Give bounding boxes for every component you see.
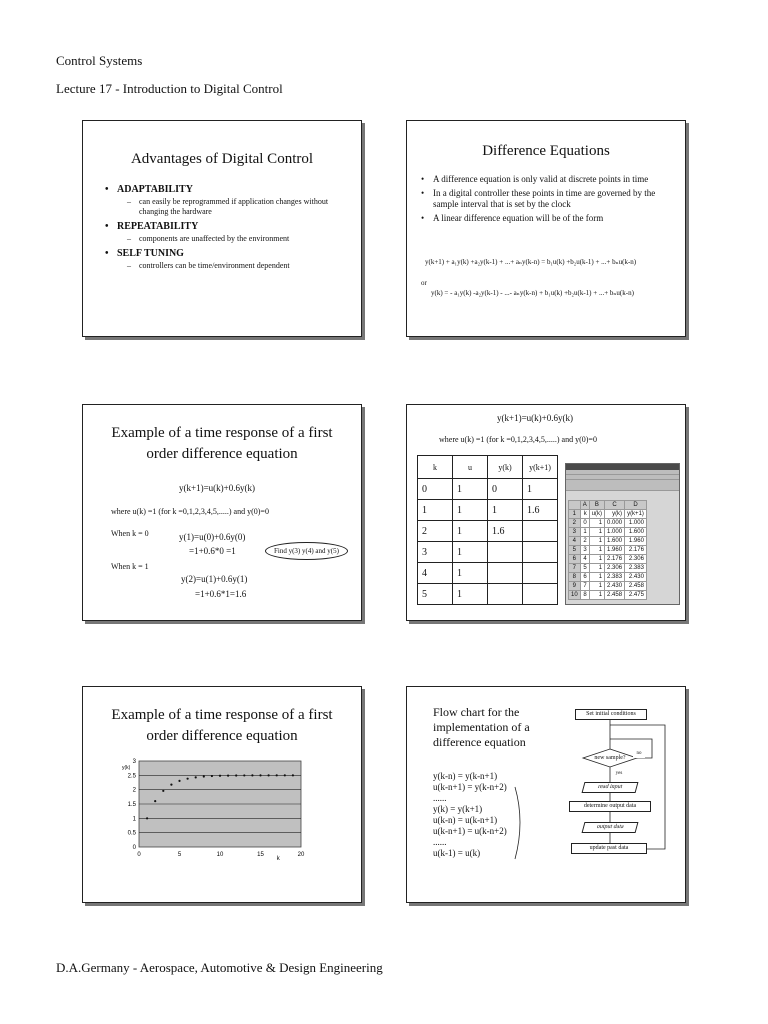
line: u(k-n+1) = u(k-n+2) <box>433 826 507 836</box>
table-cell <box>523 584 558 605</box>
y-tick-label: 1.5 <box>127 802 136 808</box>
excel-col-header <box>569 501 581 510</box>
data-point <box>195 776 197 778</box>
line: y(k) = y(k+1) <box>433 804 483 814</box>
data-point <box>178 780 180 782</box>
excel-cell: u(k) <box>589 510 604 519</box>
lecture-title: Lecture 17 - Introduction to Digital Control <box>56 81 283 96</box>
excel-cell: 1.960 <box>605 546 625 555</box>
slide-title: Example of a time response of a first order difference equation <box>111 707 333 744</box>
response-table <box>417 455 558 605</box>
item-head: ADAPTABILITY <box>117 184 193 195</box>
table-cell: 1.6 <box>523 500 558 521</box>
data-point <box>227 774 229 776</box>
slide-time-response-example <box>82 404 362 621</box>
equation-1: y(k+1) + a₁y(k) +a₂y(k-1) + ...+ aₙy(k-n) = b₁u(k) +b₂u(k-1) + ...+ bₙu(k-n) <box>425 258 637 266</box>
response-chart <box>119 755 309 873</box>
table-cell: 1 <box>418 500 453 521</box>
list-item: • In a digital controller these points in time are governed by the sample interval that is set by the clock <box>421 188 675 210</box>
line: u(k-n) = u(k-n+1) <box>433 815 498 825</box>
excel-cell: y(k+1) <box>625 510 647 519</box>
header-yk: y(k) <box>488 456 523 479</box>
excel-cell: 2.430 <box>605 582 625 591</box>
data-point <box>276 774 278 776</box>
excel-cell: 1 <box>589 582 604 591</box>
table-cell <box>488 563 523 584</box>
excel-header-row <box>569 501 647 510</box>
slide-advantages <box>82 120 362 337</box>
excel-cell: 1 <box>589 573 604 582</box>
line: u(k-n+1) = y(k-n+2) <box>433 782 507 792</box>
excel-cell: 0.000 <box>605 519 625 528</box>
table-cell <box>488 584 523 605</box>
advantages-list <box>105 184 347 271</box>
excel-cell: 1 <box>569 510 581 519</box>
excel-cell: 1.000 <box>625 519 647 528</box>
table-row <box>418 479 558 500</box>
excel-cell: 10 <box>569 591 581 600</box>
excel-cell: 1 <box>589 519 604 528</box>
table-cell: 1 <box>453 521 488 542</box>
x-tick-label: 0 <box>137 852 141 858</box>
excel-cell: 2.306 <box>605 564 625 573</box>
data-point <box>219 775 221 777</box>
excel-row <box>569 582 647 591</box>
find-oval: Find y(3) y(4) and y(5) <box>265 542 348 560</box>
table-cell <box>523 542 558 563</box>
table-cell: 1 <box>488 500 523 521</box>
excel-row <box>569 564 647 573</box>
excel-cell: 2.458 <box>625 582 647 591</box>
footer: D.A.Germany - Aerospace, Automotive & Design Engineering <box>56 960 383 975</box>
excel-cell: 5 <box>580 564 589 573</box>
table-cell <box>523 563 558 584</box>
excel-cell: 1.600 <box>605 537 625 546</box>
excel-row <box>569 555 647 564</box>
step1a: y(2)=u(1)+0.6y(1) <box>181 574 248 584</box>
excel-cell: 1 <box>589 528 604 537</box>
y-tick-label: 0.5 <box>127 830 136 837</box>
y-tick-label: 2.5 <box>127 773 136 780</box>
item-sub: – can easily be reprogrammed if application changes without changing the hardware <box>117 197 347 217</box>
difference-bullets <box>421 174 675 224</box>
equation: y(k+1)=u(k)+0.6y(k) <box>497 413 573 423</box>
when-k1: When k = 1 <box>111 562 149 571</box>
x-tick-label: 5 <box>177 852 182 858</box>
table-cell: 0 <box>418 479 453 500</box>
excel-cell: 8 <box>569 573 581 582</box>
line: y(k-n) = y(k-n+1) <box>433 771 498 781</box>
data-point <box>259 774 261 776</box>
excel-cell: 8 <box>580 591 589 600</box>
excel-row <box>569 537 647 546</box>
box-read: read input <box>582 782 639 793</box>
data-point <box>243 774 245 776</box>
excel-col-header: B <box>589 501 604 510</box>
excel-cell: 3 <box>569 528 581 537</box>
excel-cell: 2.383 <box>625 564 647 573</box>
excel-col-header: D <box>625 501 647 510</box>
box-init: Set initial conditions <box>575 709 647 720</box>
table-row <box>418 521 558 542</box>
excel-cell: 7 <box>580 582 589 591</box>
data-point <box>146 817 148 819</box>
when-k0: When k = 0 <box>111 529 149 538</box>
excel-cell: 2.176 <box>605 555 625 564</box>
slide-title: Flow chart for the implementation of a difference equation <box>433 705 530 749</box>
x-tick-label: 20 <box>297 852 305 858</box>
slide-flow-chart <box>406 686 686 903</box>
excel-row <box>569 591 647 600</box>
data-point <box>284 774 286 776</box>
excel-screenshot <box>565 463 680 605</box>
table-row <box>418 563 558 584</box>
box-decision: new sample? <box>594 755 626 761</box>
excel-cell: y(k) <box>605 510 625 519</box>
excel-cell: 1.960 <box>625 537 647 546</box>
data-point <box>211 775 213 777</box>
x-tick-label: 10 <box>216 852 224 858</box>
y-tick-label: 2 <box>132 787 136 794</box>
data-point <box>203 775 205 777</box>
excel-cell: 2.176 <box>625 546 647 555</box>
slide-table-excel <box>406 404 686 621</box>
box-update: update past data <box>571 843 647 854</box>
table-row <box>418 500 558 521</box>
equation: y(k+1)=u(k)+0.6y(k) <box>179 483 255 493</box>
table-cell: 2 <box>418 521 453 542</box>
excel-cell: 4 <box>580 555 589 564</box>
list-item <box>105 184 347 217</box>
table-cell: 1 <box>453 563 488 584</box>
excel-cell: 2.430 <box>625 573 647 582</box>
excel-cell: 6 <box>580 573 589 582</box>
excel-cell: 1 <box>589 555 604 564</box>
excel-cell: 7 <box>569 564 581 573</box>
slide-title: Difference Equations <box>482 143 610 159</box>
table-cell: 0 <box>488 479 523 500</box>
header-u: u <box>453 456 488 479</box>
y-tick-label: 1 <box>132 816 136 823</box>
where-text: where u(k) =1 (for k =0,1,2,3,4,5,.....) and y(0)=0 <box>111 507 269 516</box>
table-cell: 3 <box>418 542 453 563</box>
table-header-row <box>418 456 558 479</box>
list-item <box>105 248 347 271</box>
line: ...... <box>433 837 447 847</box>
excel-cell: 1.000 <box>605 528 625 537</box>
table-cell: 5 <box>418 584 453 605</box>
excel-cell: 1 <box>589 537 604 546</box>
y-tick-label: 0 <box>132 845 136 851</box>
excel-col-header: C <box>605 501 625 510</box>
excel-cell: 2.458 <box>605 591 625 600</box>
slide-time-response-chart <box>82 686 362 903</box>
or-text: or <box>421 279 427 287</box>
excel-cell: 1 <box>589 591 604 600</box>
table-cell: 1 <box>523 479 558 500</box>
excel-cell: 9 <box>569 582 581 591</box>
excel-row <box>569 546 647 555</box>
header-k: k <box>418 456 453 479</box>
table-row <box>418 584 558 605</box>
y-axis-label: y(k) <box>122 765 131 771</box>
slide-title: Example of a time response of a first order difference equation <box>111 425 333 462</box>
slide-difference-equations <box>406 120 686 337</box>
item-head: SELF TUNING <box>117 248 184 259</box>
list-item <box>105 221 347 244</box>
y-tick-label: 3 <box>132 759 136 765</box>
excel-grid <box>568 500 647 600</box>
table-cell: 1 <box>453 542 488 563</box>
box-determine: determine output data <box>569 801 651 812</box>
excel-cell: k <box>580 510 589 519</box>
data-point <box>162 790 164 792</box>
item-sub: – controllers can be time/environment dependent <box>117 261 347 271</box>
excel-cell: 4 <box>569 537 581 546</box>
excel-col-header: A <box>580 501 589 510</box>
excel-cell: 0 <box>580 519 589 528</box>
excel-cell: 1 <box>580 528 589 537</box>
excel-cell: 6 <box>569 555 581 564</box>
excel-row <box>569 510 647 519</box>
slide-title: Advantages of Digital Control <box>130 151 314 167</box>
table-cell: 1.6 <box>488 521 523 542</box>
data-point <box>251 774 253 776</box>
excel-cell: 2.475 <box>625 591 647 600</box>
excel-row <box>569 528 647 537</box>
excel-row <box>569 519 647 528</box>
label-yes: yes <box>613 769 625 778</box>
item-sub: – components are unaffected by the environment <box>117 234 347 244</box>
excel-cell: 5 <box>569 546 581 555</box>
excel-cell: 1.600 <box>625 528 647 537</box>
excel-formula-bar <box>566 480 679 491</box>
excel-cell: 2 <box>580 537 589 546</box>
data-point <box>187 778 189 780</box>
data-point <box>154 800 156 802</box>
table-cell <box>523 521 558 542</box>
excel-cell: 2.306 <box>625 555 647 564</box>
line: ...... <box>433 793 447 803</box>
data-point <box>170 784 172 786</box>
table-cell: 1 <box>453 500 488 521</box>
item-head: REPEATABILITY <box>117 221 199 232</box>
box-output: output data <box>582 822 639 833</box>
step0b: =1+0.6*0 =1 <box>189 546 236 556</box>
excel-row <box>569 573 647 582</box>
excel-cell: 1 <box>589 546 604 555</box>
x-axis-label: k <box>276 856 280 862</box>
excel-cell: 2 <box>569 519 581 528</box>
where-text: where u(k) =1 (for k =0,1,2,3,4,5,.....) and y(0)=0 <box>439 435 597 444</box>
excel-cell: 2.383 <box>605 573 625 582</box>
step1b: =1+0.6*1=1.6 <box>195 589 247 599</box>
list-item: • A difference equation is only valid at discrete points in time <box>421 174 675 185</box>
table-cell: 1 <box>453 584 488 605</box>
line: u(k-1) = u(k) <box>433 848 481 858</box>
table-row <box>418 542 558 563</box>
table-cell <box>488 542 523 563</box>
x-tick-label: 15 <box>257 852 264 858</box>
data-point <box>268 774 270 776</box>
course-title: Control Systems <box>56 53 143 68</box>
table-cell: 1 <box>453 479 488 500</box>
equation-2: y(k) = - a₁y(k) -a₂y(k-1) - ...- aₙy(k-n) + b₁u(k) +b₂u(k-1) + ...+ bₙu(k-n) <box>431 289 634 297</box>
data-point <box>235 774 237 776</box>
header-yk1: y(k+1) <box>523 456 558 479</box>
excel-cell: 1 <box>589 564 604 573</box>
label-no: no <box>633 749 645 758</box>
table-cell: 4 <box>418 563 453 584</box>
list-item: • A linear difference equation will be of the form <box>421 213 675 224</box>
step0a: y(1)=u(0)+0.6y(0) <box>179 532 246 542</box>
excel-cell: 3 <box>580 546 589 555</box>
data-point <box>292 774 294 776</box>
